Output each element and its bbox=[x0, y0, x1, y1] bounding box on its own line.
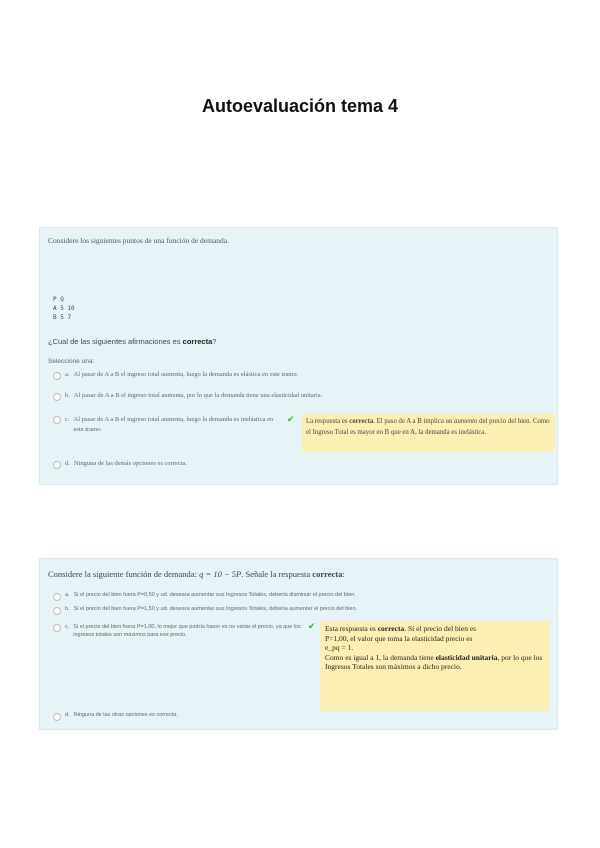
table-row: B 5 7 bbox=[53, 314, 72, 321]
option-letter: a. bbox=[65, 592, 70, 598]
option-text: Ninguna de las otras opciones es correcta. bbox=[73, 712, 178, 718]
prompt-text: ? bbox=[212, 337, 217, 346]
demand-points-table bbox=[53, 295, 75, 322]
radio-button[interactable] bbox=[53, 607, 61, 615]
question-1-prompt bbox=[48, 337, 216, 346]
option-c[interactable] bbox=[53, 415, 283, 435]
option-c[interactable] bbox=[53, 623, 303, 639]
option-b[interactable] bbox=[53, 606, 357, 615]
option-text: Al pasar de A a B el ingreso total aumenta, por lo que la demanda tiene una elasticidad unitaria. bbox=[73, 392, 323, 399]
feedback-box bbox=[320, 621, 550, 711]
feedback-italic: aumento bbox=[454, 418, 478, 425]
feedback-text: . Si el precio del bien es bbox=[404, 624, 477, 633]
radio-button[interactable] bbox=[53, 461, 61, 469]
table-header: P Q bbox=[53, 296, 64, 303]
radio-button[interactable] bbox=[53, 624, 61, 632]
option-text: Ninguna de las demás opciones es correcta. bbox=[73, 460, 188, 467]
option-text: Si el precio del bien fuera P=0,50 y ud. deseara aumentar sus Ingresos Totales, debería disminuir el precio del bien. bbox=[73, 592, 356, 598]
feedback-text: , por lo que los Ingresos Totales son máximos a dicho precio. bbox=[325, 652, 543, 671]
option-text: Al pasar de A a B el ingreso total aumenta, luego la demanda es inelástica en este tramo. bbox=[73, 416, 274, 433]
feedback-line bbox=[325, 653, 545, 672]
option-letter: d. bbox=[65, 460, 70, 467]
stem-bold: correcta bbox=[312, 569, 343, 579]
option-letter: d. bbox=[65, 712, 70, 718]
stem-text: Considere la siguiente función de demanda: bbox=[48, 569, 200, 579]
option-d[interactable] bbox=[53, 460, 187, 469]
feedback-box bbox=[302, 414, 555, 452]
question-2-box bbox=[39, 558, 558, 730]
prompt-bold: correcta bbox=[182, 337, 213, 346]
option-text: Si el precio del bien fuera P=1,00, lo mejor que podría hacer es no variar el precio, ya que los ingresos totales son máximos para ese precio. bbox=[73, 624, 301, 638]
option-d[interactable] bbox=[53, 712, 178, 721]
option-letter: c. bbox=[65, 624, 70, 630]
feedback-text: La respuesta es bbox=[306, 418, 350, 425]
stem-math: q = 10 − 5P bbox=[199, 569, 242, 579]
stem-text: . Señale la respuesta bbox=[241, 569, 313, 579]
table-row: A 5 10 bbox=[53, 305, 75, 312]
radio-button[interactable] bbox=[53, 416, 61, 424]
feedback-bold: correcta bbox=[377, 624, 405, 633]
stem-text: : bbox=[342, 569, 345, 579]
feedback-text: Como es igual a 1, la demanda tiene bbox=[325, 652, 436, 662]
radio-button[interactable] bbox=[53, 372, 61, 380]
radio-button[interactable] bbox=[53, 593, 61, 601]
check-icon: ✔ bbox=[287, 414, 295, 424]
feedback-text: . El paso de A a B implica un bbox=[373, 418, 455, 425]
prompt-text: ¿Cual de las siguientes afirmaciones es bbox=[48, 337, 183, 346]
page-title: Autoevaluación tema 4 bbox=[201, 96, 399, 116]
feedback-line bbox=[325, 624, 545, 634]
option-letter: a. bbox=[65, 371, 70, 378]
feedback-line: e_pq = 1. bbox=[325, 643, 354, 652]
feedback-bold: elasticidad unitaria bbox=[435, 652, 498, 662]
select-label: Seleccione una: bbox=[48, 358, 95, 365]
option-letter: b. bbox=[65, 606, 70, 612]
feedback-bold: correcta bbox=[349, 418, 374, 425]
option-text: Al pasar de A a B el ingreso total aumenta, luego la demanda es elástica en este tramo. bbox=[73, 371, 299, 378]
option-b[interactable] bbox=[53, 392, 322, 401]
radio-button[interactable] bbox=[53, 393, 61, 401]
question-1-box bbox=[39, 227, 558, 485]
check-icon: ✔ bbox=[308, 621, 316, 631]
option-letter: b. bbox=[65, 392, 70, 399]
option-a[interactable] bbox=[53, 371, 298, 380]
option-a[interactable] bbox=[53, 592, 356, 601]
radio-button[interactable] bbox=[53, 713, 61, 721]
feedback-text: Esta respuesta es bbox=[325, 624, 378, 633]
feedback-text: del precio del bien. Como el Ingreso Total es mayor en B que en A, la demanda es inelástica. bbox=[306, 418, 550, 436]
question-2-stem bbox=[48, 569, 345, 579]
option-letter: c. bbox=[65, 416, 70, 423]
option-text: Si el precio del bien fuera P=1,50 y ud. deseara aumentar sus Ingresos Totales, debería aumentar el precio del bien. bbox=[73, 606, 358, 612]
question-1-stem: Considere los siguientes puntos de una función de demanda. bbox=[48, 236, 230, 245]
feedback-line: P=1,00, el valor que toma la elasticidad precio es bbox=[325, 633, 473, 643]
